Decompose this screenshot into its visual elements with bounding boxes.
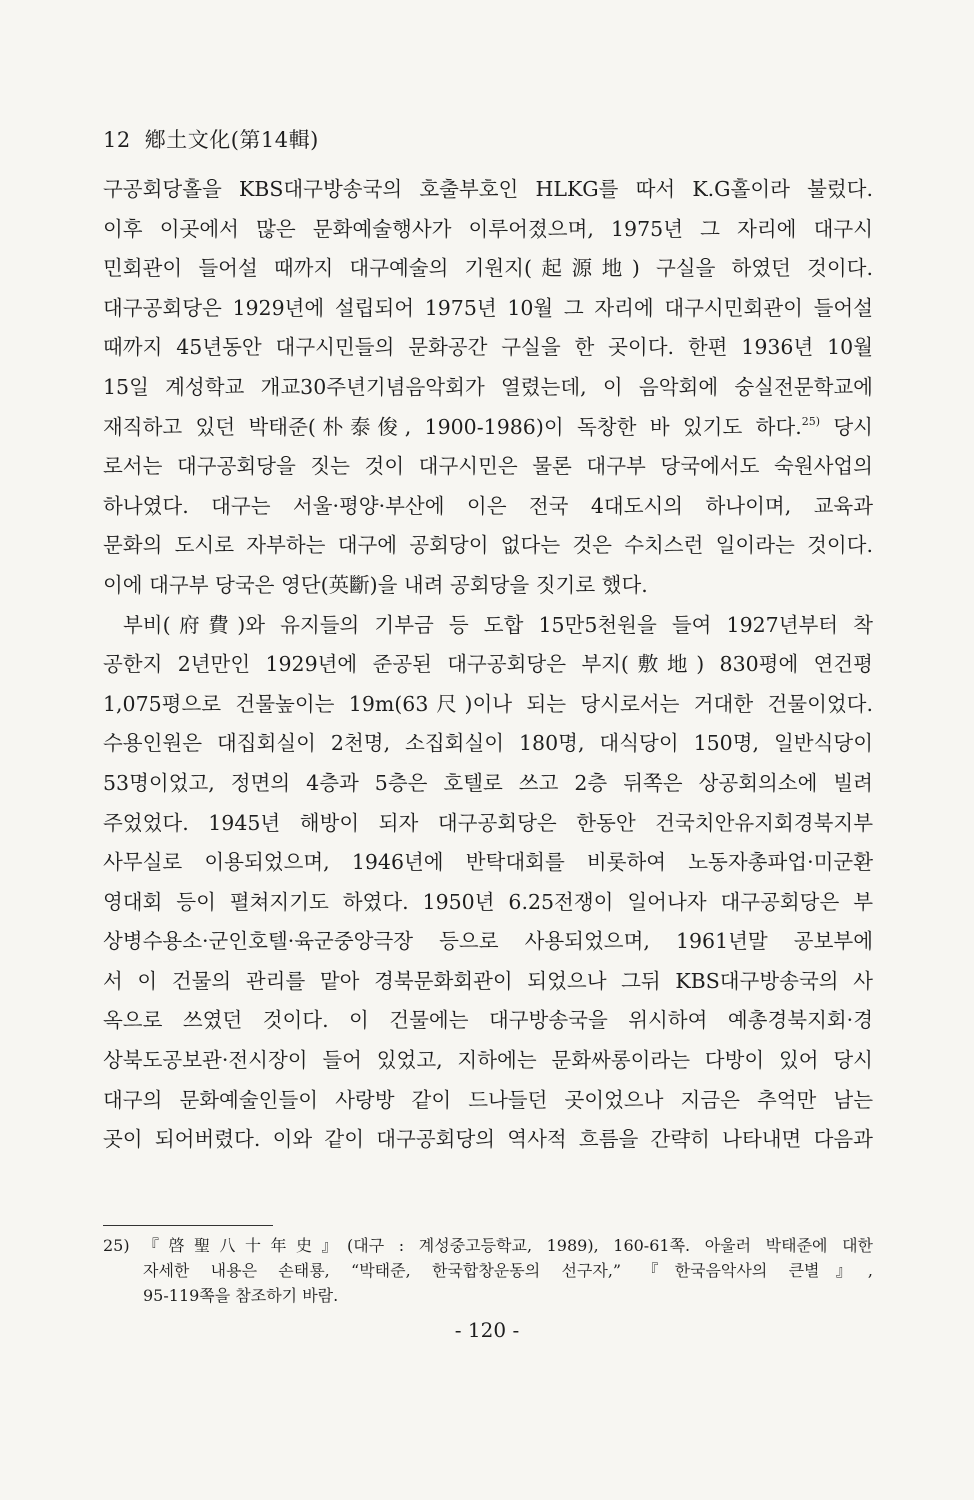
- footnote-number: 25): [103, 1236, 130, 1255]
- body-line-14: 1,075평으로 건물높이는 19m(63尺)이나 되는 당시로서는 거대한 건물이었다.: [103, 691, 873, 716]
- body-line-10: 문화의 도시로 자부하는 대구에 공회당이 없다는 것은 수치스런 일이라는 것이다.: [103, 533, 873, 558]
- body-line-7: [103, 408, 873, 448]
- body-text: [103, 170, 873, 1160]
- body-line-12: 부비(府費)와 유지들의 기부금 등 도합 15만5천원을 들여 1927년부터 착: [123, 612, 873, 637]
- body-line-25: 곳이 되어버렸다. 이와 같이 대구공회당의 역사적 흐름을 간략히 나타내면 다음과: [103, 1127, 873, 1152]
- body-line-21: 서 이 건물의 관리를 맡아 경북문화회관이 되었으나 그뒤 KBS대구방송국의 사: [103, 968, 873, 993]
- body-line-20: 상병수용소·군인호텔·육군중앙극장 등으로 사용되었으며, 1961년말 공보부에: [103, 929, 873, 954]
- journal-title: 鄕土文化(第14輯): [144, 128, 319, 152]
- footnote-reference[interactable]: 25): [801, 414, 821, 428]
- body-line-4: 대구공회당은 1929년에 설립되어 1975년 10월 그 자리에 대구시민회관이 들어설: [103, 295, 873, 320]
- body-line-8: 로서는 대구공회당을 짓는 것이 대구시민은 물론 대구부 당국에서도 숙원사업의: [103, 454, 873, 479]
- body-line-18: 사무실로 이용되었으며, 1946년에 반탁대회를 비롯하여 노동자총파업·미군환: [103, 850, 873, 875]
- body-line-23: 상북도공보관·전시장이 들어 있었고, 지하에는 문화싸롱이라는 다방이 있어 당시: [103, 1048, 873, 1073]
- body-line-9: 하나였다. 대구는 서울·평양·부산에 이은 전국 4대도시의 하나이며, 교육과: [103, 493, 873, 518]
- body-line-7-text: 재직하고 있던 박태준(朴泰俊, 1900-1986)이 독창한 바 있기도 하다.: [103, 414, 802, 439]
- body-line-17: 주었었다. 1945년 해방이 되자 대구공회당은 한동안 건국치안유지회경북지부: [103, 810, 873, 835]
- footnote-line-3: 95-119쪽을 참조하기 바람.: [143, 1286, 339, 1305]
- body-line-2: 이후 이곳에서 많은 문화예술행사가 이루어졌으며, 1975년 그 자리에 대구시: [103, 216, 873, 241]
- body-line-22: 옥으로 쓰였던 것이다. 이 건물에는 대구방송국을 위시하여 예총경북지회·경: [103, 1008, 873, 1033]
- body-line-15: 수용인원은 대집회실이 2천명, 소집회실이 180명, 대식당이 150명, 일반식당이: [103, 731, 873, 756]
- footnote-line-1: [103, 1233, 873, 1258]
- running-header: [103, 124, 319, 154]
- body-line-6: 15일 계성학교 개교30주년기념음악회가 열렸는데, 이 음악회에 숭실전문학교에: [103, 374, 873, 399]
- header-page-number: 12: [103, 128, 131, 152]
- body-line-3: 민회관이 들어설 때까지 대구예술의 기원지(起源地) 구실을 하였던 것이다.: [103, 256, 873, 281]
- footnote: [103, 1233, 873, 1308]
- body-line-19: 영대회 등이 펼쳐지기도 하였다. 1950년 6.25전쟁이 일어나자 대구공회당은 부: [103, 889, 873, 914]
- page-number-footer: - 120 -: [454, 1318, 520, 1342]
- body-line-11: 이에 대구부 당국은 영단(英斷)을 내려 공회당을 짓기로 했다.: [103, 572, 648, 597]
- body-line-5: 때까지 45년동안 대구시민들의 문화공간 구실을 한 곳이다. 한편 1936년 10월: [103, 335, 873, 360]
- body-line-7-tail: 당시: [833, 414, 873, 439]
- body-line-24: 대구의 문화예술인들이 사랑방 같이 드나들던 곳이었으나 지금은 추억만 남는: [103, 1087, 873, 1112]
- body-line-16: 53명이었고, 정면의 4층과 5층은 호텔로 쓰고 2층 뒤쪽은 상공회의소에 빌려: [103, 770, 873, 795]
- body-line-1: 구공회당홀을 KBS대구방송국의 호출부호인 HLKG를 따서 K.G홀이라 불렀다.: [103, 177, 873, 201]
- body-line-13: 공한지 2년만인 1929년에 준공된 대구공회당은 부지(敷地) 830평에 연건평: [103, 652, 873, 677]
- footnote-divider: [103, 1225, 273, 1226]
- footnote-line-2: 자세한 내용은 손태룡, “박태준, 한국합창운동의 선구자,” 『한국음악사의 큰별』,: [143, 1261, 873, 1280]
- footnote-text-1: 『啓聖八十年史』(대구 : 계성중고등학교, 1989), 160-61쪽. 아울러 박태준에 대한: [143, 1236, 873, 1255]
